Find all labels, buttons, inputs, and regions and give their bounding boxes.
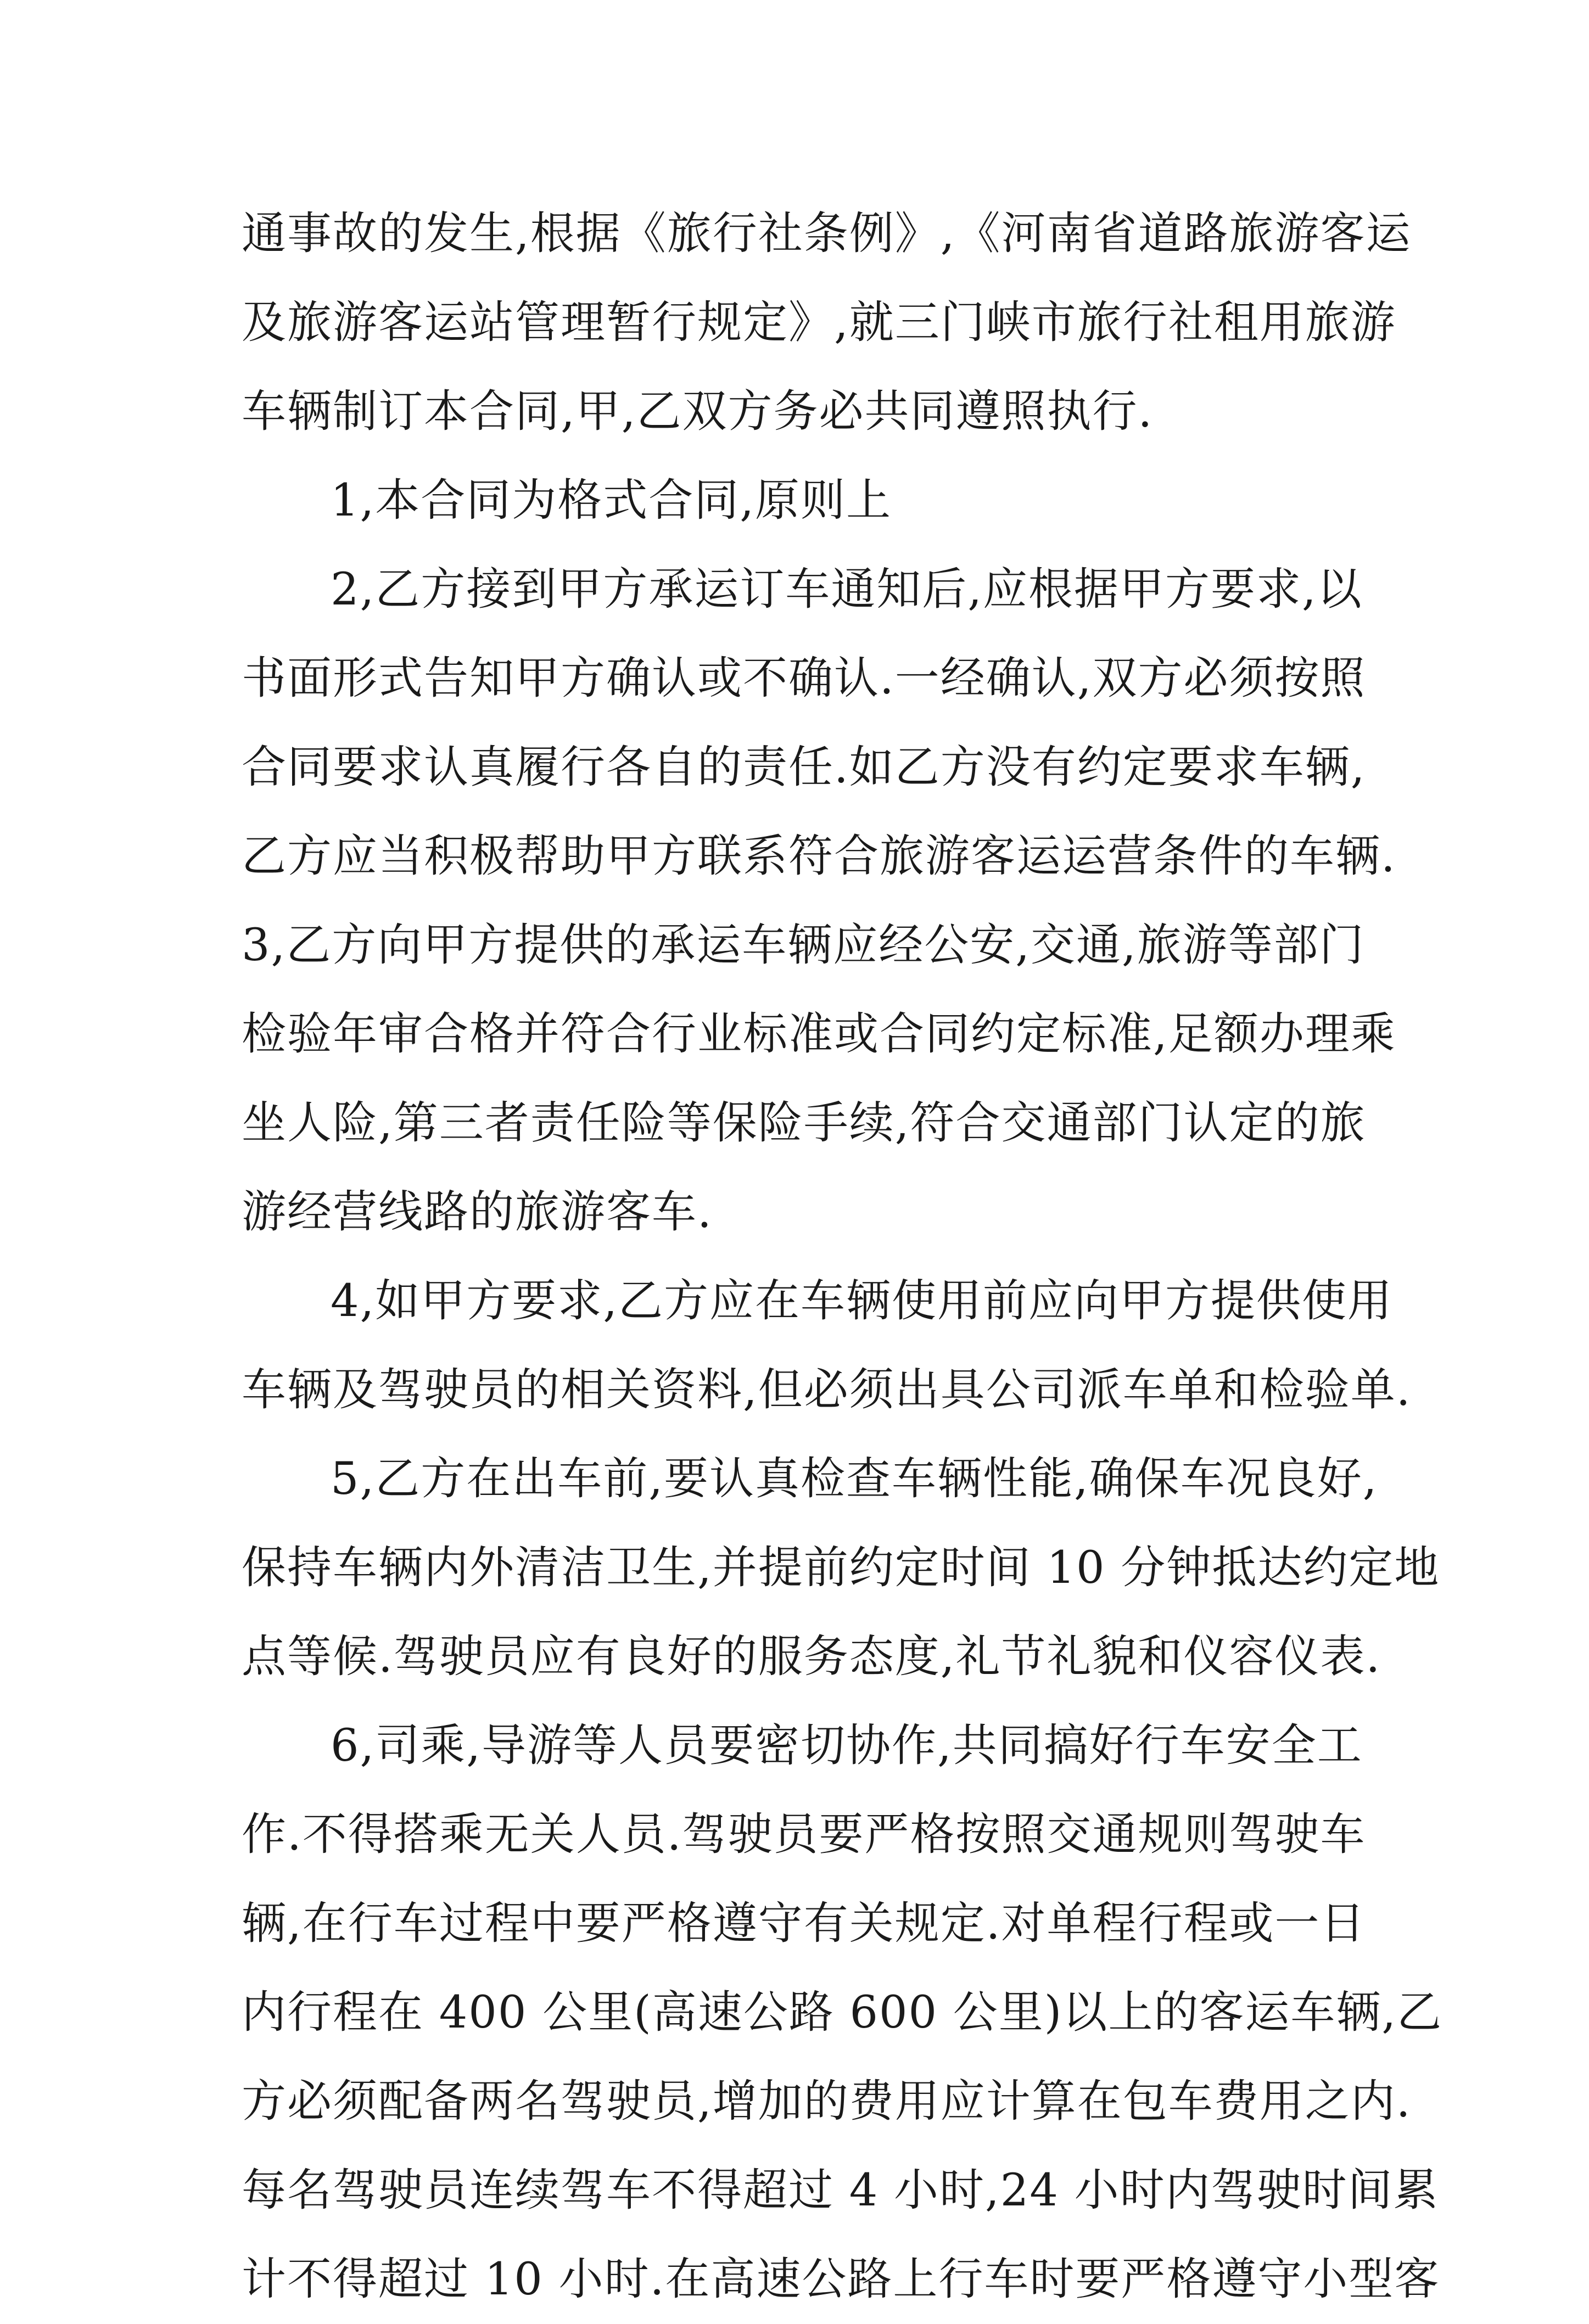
text-line: 保持车辆内外清洁卫生,并提前约定时间 10 分钟抵达约定地 (242, 1542, 1440, 1594)
text-line: 内行程在 400 公里(高速公路 600 公里)以上的客运车辆,乙 (242, 1987, 1443, 2039)
text-line: 游经营线路的旅游客车. (242, 1186, 713, 1238)
text-line: 作.不得搭乘无关人员.驾驶员要严格按照交通规则驾驶车 (242, 1809, 1366, 1861)
text-line: 及旅游客运站管理暂行规定》,就三门峡市旅行社租用旅游 (242, 297, 1396, 349)
text-line: 1,本合同为格式合同,原则上 (331, 475, 892, 527)
text-line: 书面形式告知甲方确认或不确认.一经确认,双方必须按照 (242, 653, 1366, 704)
text-line: 2,乙方接到甲方承运订车通知后,应根据甲方要求,以 (331, 564, 1363, 615)
text-line: 4,如甲方要求,乙方应在车辆使用前应向甲方提供使用 (331, 1275, 1394, 1327)
text-line: 乙方应当积极帮助甲方联系符合旅游客运运营条件的车辆. (242, 831, 1396, 882)
text-line: 3,乙方向甲方提供的承运车辆应经公安,交通,旅游等部门 (242, 920, 1365, 971)
text-line: 坐人险,第三者责任险等保险手续,符合交通部门认定的旅 (242, 1097, 1366, 1149)
text-line: 辆,在行车过程中要严格遵守有关规定.对单程行程或一日 (242, 1898, 1366, 1950)
text-line: 车辆及驾驶员的相关资料,但必须出具公司派车单和检验单. (242, 1364, 1412, 1416)
text-line: 方必须配备两名驾驶员,增加的费用应计算在包车费用之内. (242, 2076, 1412, 2127)
text-line: 计不得超过 10 小时.在高速公路上行车时要严格遵守小型客 (242, 2254, 1440, 2305)
text-line: 检验年审合格并符合行业标准或合同约定标准,足额办理乘 (242, 1009, 1396, 1060)
document-body (242, 189, 1443, 2324)
text-line: 每名驾驶员连续驾车不得超过 4 小时,24 小时内驾驶时间累 (242, 2165, 1439, 2216)
text-line: 6,司乘,导游等人员要密切协作,共同搞好行车安全工 (331, 1720, 1363, 1772)
text-line: 合同要求认真履行各自的责任.如乙方没有约定要求车辆, (242, 742, 1366, 793)
text-line: 点等候.驾驶员应有良好的服务态度,礼节礼貌和仪容仪表. (242, 1631, 1381, 1683)
text-line: 车辆制订本合同,甲,乙双方务必共同遵照执行. (242, 386, 1154, 438)
text-line: 通事故的发生,根据《旅行社条例》,《河南省道路旅游客运 (242, 208, 1412, 260)
text-line: 5,乙方在出车前,要认真检查车辆性能,确保车况良好, (331, 1453, 1378, 1505)
